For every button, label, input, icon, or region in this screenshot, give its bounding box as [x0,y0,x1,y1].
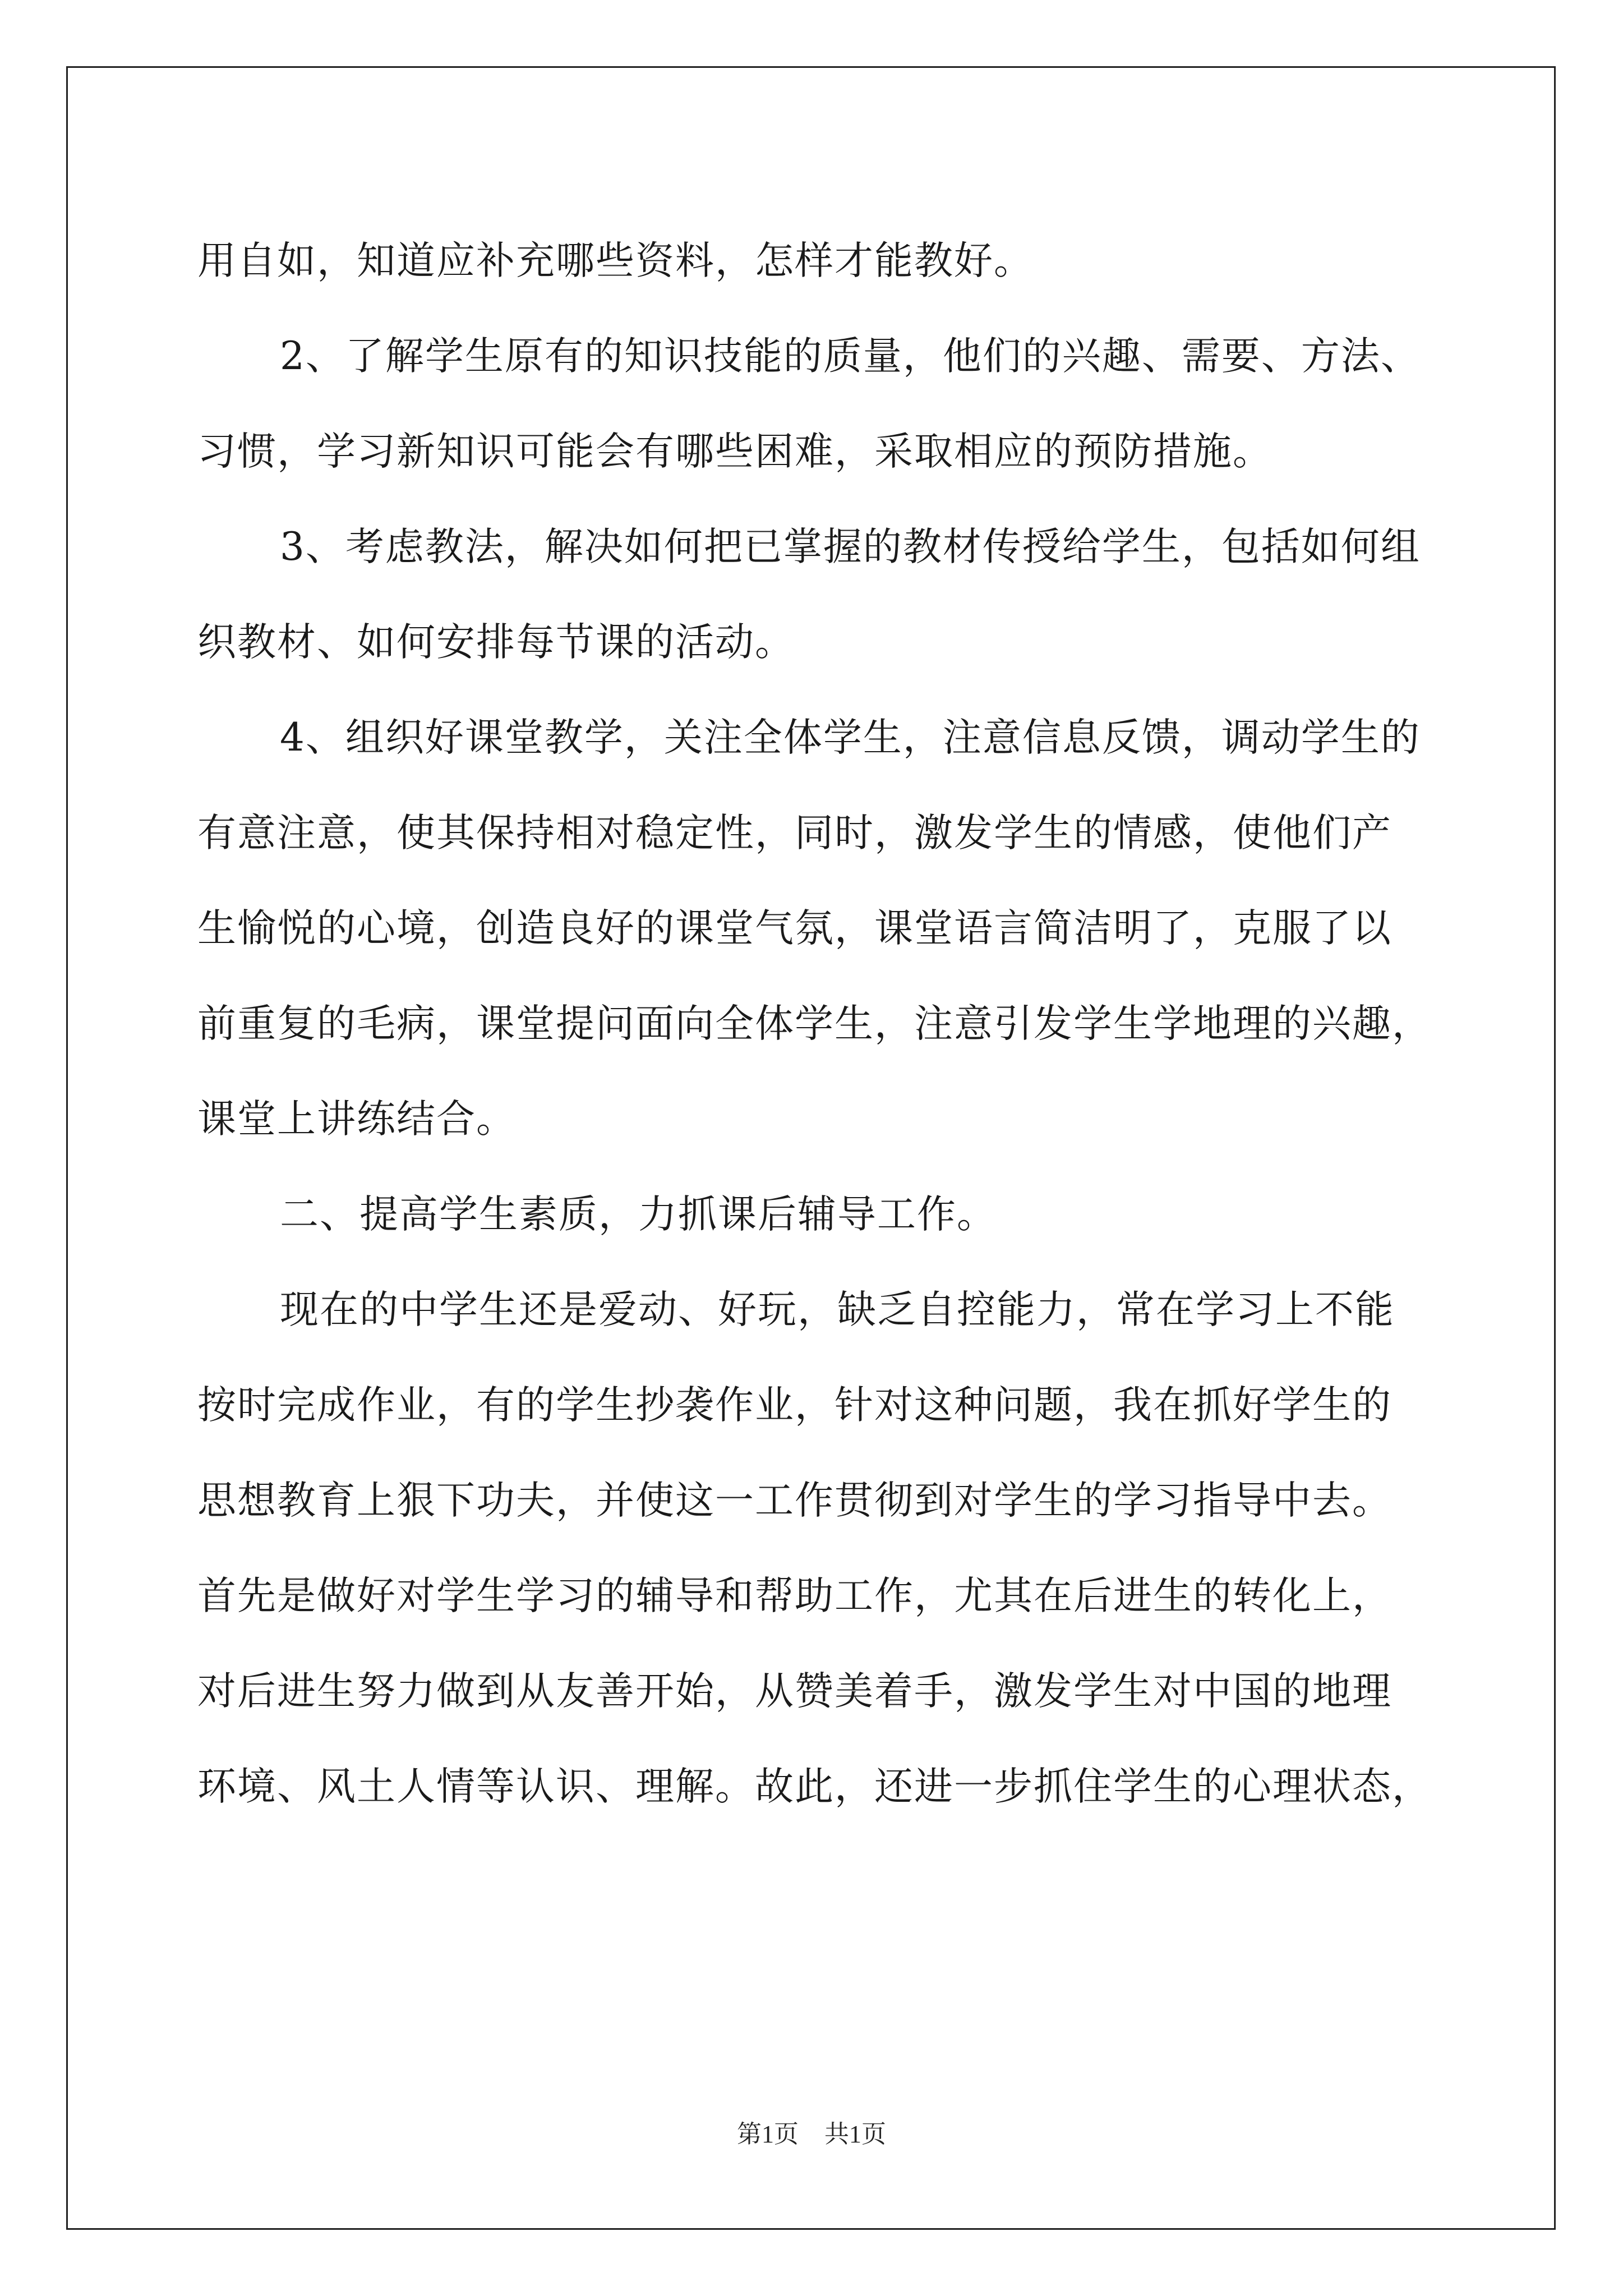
document-body [197,213,1465,1834]
text-line: 用自如，知道应补充哪些资料，怎样才能教好。 [197,238,1034,283]
section-heading: 二、提高学生素质，力抓课后辅导工作。 [280,1192,997,1237]
text-line: 按时完成作业，有的学生抄袭作业，针对这种问题，我在抓好学生的 [197,1383,1392,1428]
text-line: 环境、风土人情等认识、理解。故此，还进一步抓住学生的心理状态， [197,1764,1432,1809]
text-line: 思想教育上狠下功夫，并使这一工作贯彻到对学生的学习指导中去。 [197,1478,1392,1523]
text-line: 有意注意，使其保持相对稳定性，同时，激发学生的情感，使他们产 [197,811,1392,855]
text-line: 课堂上讲练结合。 [197,1097,516,1142]
text-line: 对后进生努力做到从友善开始，从赞美着手，激发学生对中国的地理 [197,1669,1392,1714]
text-line: 习惯，学习新知识可能会有哪些困难，采取相应的预防措施。 [197,429,1272,474]
text-line: 4、组织好课堂教学，关注全体学生，注意信息反馈，调动学生的 [280,715,1421,760]
text-line: 前重复的毛病，课堂提问面向全体学生，注意引发学生学地理的兴趣， [197,1001,1432,1046]
text-line: 3、考虑教法，解决如何把已掌握的教材传授给学生，包括如何组 [280,524,1421,569]
page-footer [0,2118,1623,2151]
text-line: 生愉悦的心境，创造良好的课堂气氛，课堂语言简洁明了，克服了以 [197,906,1392,951]
text-line: 2、了解学生原有的知识技能的质量，他们的兴趣、需要、方法、 [280,334,1421,379]
text-line: 首先是做好对学生学习的辅导和帮助工作，尤其在后进生的转化上， [197,1573,1392,1618]
text-line: 现在的中学生还是爱动、好玩，缺乏自控能力，常在学习上不能 [280,1287,1395,1332]
page-number-current: 第1页 [737,2120,799,2148]
text-line: 织教材、如何安排每节课的活动。 [197,620,795,665]
page-number-total: 共1页 [824,2120,886,2148]
